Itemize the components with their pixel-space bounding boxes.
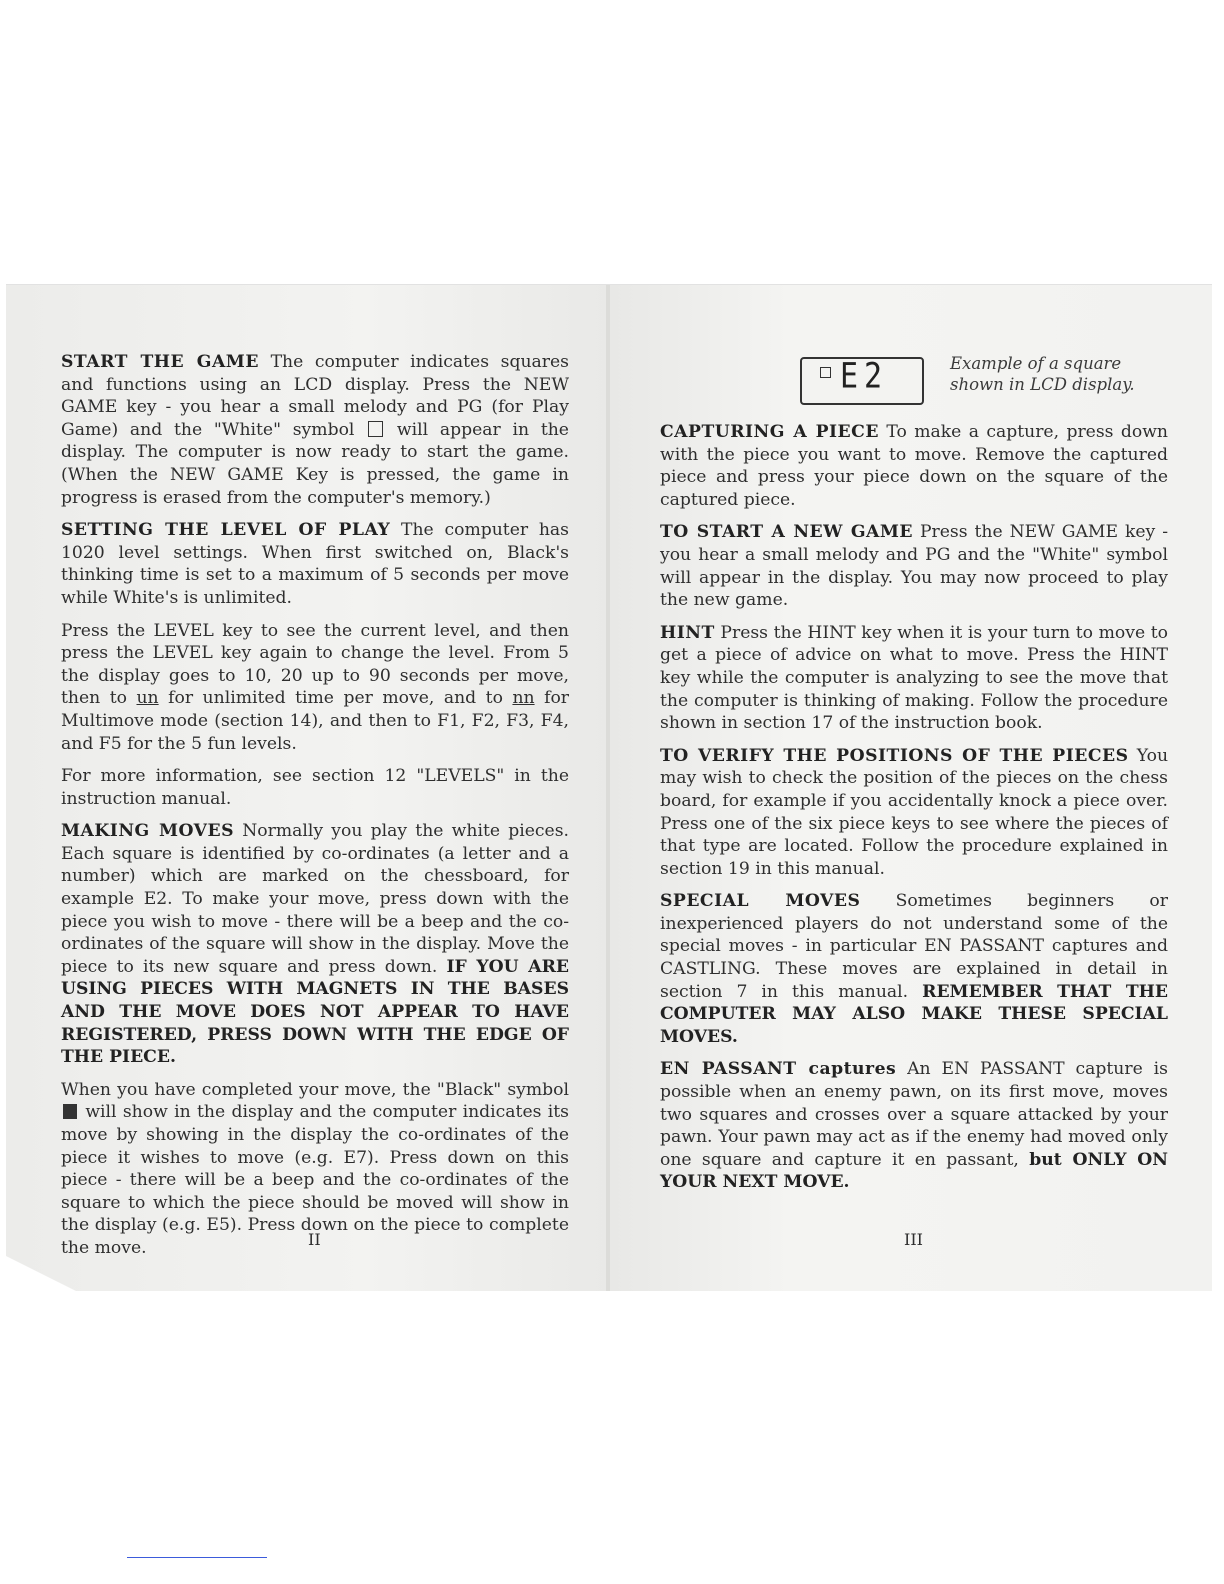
special-moves-warning: REMEMBER THAT THE COMPUTER MAY ALSO MAKE THESE SPECIAL MOVES. [660, 981, 1168, 1047]
capturing-heading: CAPTURING A PIECE [660, 422, 879, 442]
blue-underline-mark [127, 1557, 267, 1558]
setting-level-paragraph: SETTING THE LEVEL OF PLAY The computer has 1020 level settings. When first switched on, Black's thinking time is set to a maximum of 5 seconds per move while White's is unlimited. [61, 520, 569, 608]
right-column [660, 421, 1168, 1204]
magnets-warning: IF YOU ARE USING PIECES WITH MAGNETS IN THE BASES AND THE MOVE DOES NOT APPEAR TO HAVE REGISTERED, PRESS DOWN WITH THE EDGE OF THE PIECE. [61, 956, 569, 1068]
special-moves-heading: SPECIAL MOVES [660, 891, 861, 912]
capturing-paragraph: CAPTURING A PIECE To make a capture, press down with the piece you want to move. Remove the captured piece and press your piece down on the square of the captured piece. [660, 422, 1169, 510]
black-symbol-icon [63, 1104, 77, 1119]
left-page [6, 285, 608, 1291]
en-passant-warning: but ONLY ON YOUR NEXT MOVE. [660, 1149, 1168, 1193]
hint-heading: HINT [660, 622, 715, 643]
lcd-square-text: E2 [840, 356, 889, 397]
hint-paragraph: HINT Press the HINT key when it is your turn to move to get a piece of advice on what to move. Press the HINT key while the computer is analyzing to see the move that the computer is thinking of making. Follow the procedure shown in section 17 of the instruction book. [660, 622, 1168, 734]
start-the-game-paragraph: START THE GAME The computer indicates squares and functions using an LCD display. Press the NEW GAME key - you hear a small melody and PG (for Play Game) and the "White" symbol will appear in the display. The computer is now ready to start the game. (When the NEW GAME Key is pressed, the game in progress is erased from the computer's memory.) [61, 352, 570, 508]
left-column [61, 351, 569, 1270]
page-number-left: II [308, 1230, 321, 1249]
lcd-display-example [800, 357, 924, 405]
lcd-white-square-icon [820, 367, 831, 378]
new-game-paragraph: TO START A NEW GAME Press the NEW GAME key - you hear a small melody and PG and the "White" symbol will appear in the display. You may now proceed to play the new game. [660, 522, 1168, 611]
level-key-paragraph: Press the LEVEL key to see the current level, and then press the LEVEL key again to change the level. From 5 the display goes to 10, 20 up to 90 seconds per move, then to un for unlimited time per move, and to nn for Multimove mode (section 14), and then to F1, F2, F3, F4, and F5 for the 5 fun levels. [61, 620, 570, 754]
making-moves-paragraph: MAKING MOVES Normally you play the white pieces. Each square is identified by co-ordinates (a letter and a number) which are marked on the chessboard, for example E2. To make your move, press down with the piece you wish to move - there will be a beep and the co-ordinates of the square will show in the display. Move the piece to its new square and press down. IF YOU ARE USING PIECES WITH MAGNETS IN THE BASES AND THE MOVE DOES NOT APPEAR TO HAVE REGISTERED, PRESS DOWN WITH THE EDGE OF THE PIECE. [61, 821, 569, 1068]
booklet-spread [6, 284, 1212, 1291]
setting-level-heading: SETTING THE LEVEL OF PLAY [61, 520, 391, 541]
verify-positions-heading: TO VERIFY THE POSITIONS OF THE PIECES [660, 745, 1129, 766]
en-passant-heading: EN PASSANT captures [660, 1059, 897, 1080]
en-passant-paragraph: EN PASSANT captures An EN PASSANT capture is possible when an enemy pawn, on its first move, moves two squares and crosses over a square attacked by your pawn. Your pawn may act as if the enemy had moved only one square and capture it en passant, but ONLY ON YOUR NEXT MOVE. [660, 1059, 1168, 1193]
white-symbol-icon [368, 421, 383, 437]
more-info-paragraph: For more information, see section 12 "LEVELS" in the instruction manual. [61, 766, 569, 809]
new-game-heading: TO START A NEW GAME [660, 522, 914, 543]
right-page [610, 285, 1212, 1291]
verify-positions-paragraph: TO VERIFY THE POSITIONS OF THE PIECES You may wish to check the position of the pieces on the chess board, for example if you accidentally knock a piece over. Press one of the six piece keys to see where the pieces of that type are located. Follow the procedure explained in section 19 in this manual. [660, 745, 1169, 879]
making-moves-heading: MAKING MOVES [61, 821, 235, 842]
special-moves-paragraph: SPECIAL MOVES Sometimes beginners or inexperienced players do not understand some of the special moves - in particular EN PASSANT captures and CASTLING. These moves are explained in detail in section 7 in this manual. REMEMBER THAT THE COMPUTER MAY ALSO MAKE THESE SPECIAL MOVES. [660, 891, 1168, 1047]
page-corner [6, 1256, 76, 1291]
lcd-caption: Example of a square shown in LCD display. [950, 354, 1135, 394]
completed-move-paragraph: When you have completed your move, the "Black" symbol will show in the display and the computer indicates its move by showing in the display the co-ordinates of the piece it wishes to move (e.g. E7). Press down on this piece - there will be a beep and the co-ordinates of the square to which the piece should be moved will show in the display (e.g. E5). Press down on the piece to complete the move. [61, 1079, 569, 1258]
page-number-right: III [904, 1230, 923, 1249]
start-the-game-heading: START THE GAME [61, 352, 259, 372]
